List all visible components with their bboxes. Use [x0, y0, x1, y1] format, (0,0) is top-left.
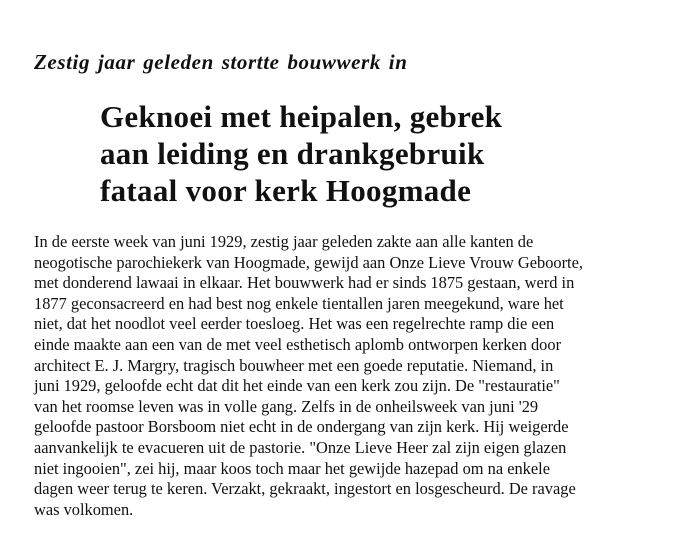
body-line: was volkomen. — [34, 499, 134, 519]
article-body — [34, 232, 674, 520]
body-line: van het roomse leven was in volle gang. Zelfs in de onheilsweek van juni '29 — [34, 396, 539, 416]
body-line: neogotische parochiekerk van Hoogmade, gewijd aan Onze Lieve Vrouw Geboorte, — [34, 252, 583, 272]
headline-line: Geknoei met heipalen, gebrek — [100, 99, 503, 134]
body-line: 1877 geconsacreerd en had best nog enkele tientallen jaren meegekund, ware het — [34, 293, 564, 313]
body-line: geloofde pastoor Borsboom niet echt in de ondergang van zijn kerk. Hij weigerde — [34, 417, 569, 437]
headline-line: fataal voor kerk Hoogmade — [100, 173, 472, 208]
article-headline — [100, 98, 620, 209]
body-line: In de eerste week van juni 1929, zestig jaar geleden zakte aan alle kanten de — [34, 232, 534, 251]
article-kicker: Zestig jaar geleden stortte bouwwerk in — [34, 50, 408, 74]
body-line: aanvankelijk te evacueren uit de pastorie. "Onze Lieve Heer zal zijn eigen glazen — [34, 437, 567, 457]
body-line: juni 1929, geloofde echt dat dit het einde van een kerk zou zijn. De "restauratie" — [34, 376, 560, 396]
body-line: niet ingooien", zei hij, maar koos toch maar het gewijde hazepad om na enkele — [34, 458, 550, 478]
body-line: dagen weer terug te keren. Verzakt, gekraakt, ingestort en losgescheurd. De ravage — [34, 479, 576, 499]
body-line: architect E. J. Margry, tragisch bouwheer met een goede reputatie. Niemand, in — [34, 355, 554, 375]
body-line: einde maakte aan een van de met veel esthetisch aplomb ontworpen kerken door — [34, 334, 562, 354]
body-line: niet, dat het noodlot veel eerder toesloeg. Het was een regelrechte ramp die een — [34, 314, 555, 334]
body-line: met donderend lawaai in elkaar. Het bouwwerk had er sinds 1875 gestaan, werd in — [34, 273, 575, 293]
headline-line: aan leiding en drankgebruik — [100, 136, 485, 171]
